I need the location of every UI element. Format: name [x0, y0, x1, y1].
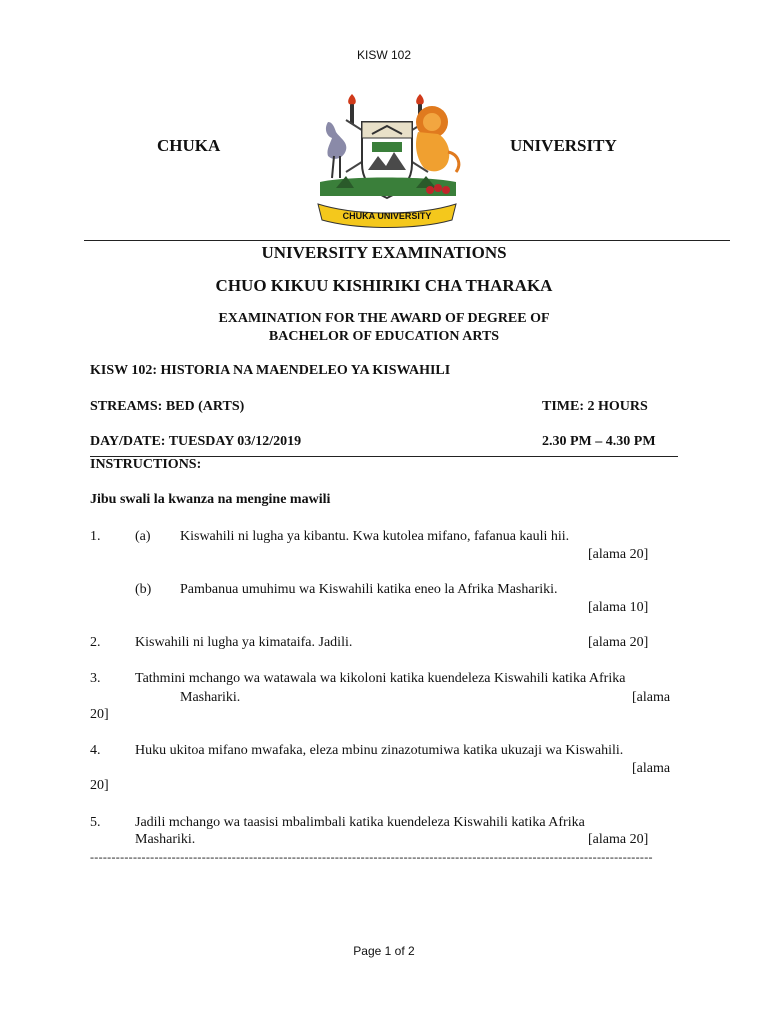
- question-5-text-line-1: Jadili mchango wa taasisi mbalimbali katika kuendeleza Kiswahili katika Afrika: [135, 815, 585, 830]
- page-number: Page 1 of 2: [353, 944, 415, 958]
- question-1b-marks: [alama 10]: [588, 600, 649, 615]
- question-1a-label: (a): [135, 529, 151, 544]
- question-1-number: 1.: [90, 529, 101, 544]
- question-5-text-line-2: Mashariki.: [135, 832, 196, 847]
- award-line-2: BACHELOR OF EDUCATION ARTS: [268, 329, 500, 344]
- question-3-text-line-2: Mashariki.: [180, 690, 241, 705]
- question-4-text-line-1: Huku ukitoa mifano mwafaka, eleza mbinu zinazotumiwa katika ukuzaji wa Kiswahili.: [135, 743, 624, 758]
- question-1a-text: Kiswahili ni lugha ya kibantu. Kwa kutolea mifano, fafanua kauli hii.: [180, 529, 570, 544]
- question-3-number: 3.: [90, 671, 101, 686]
- streams-label: STREAMS: BED (ARTS): [90, 399, 245, 414]
- campus-title: CHUO KIKUU KISHIRIKI CHA THARAKA: [215, 276, 553, 295]
- question-5-marks: [alama 20]: [588, 832, 649, 847]
- question-4-marks-part-1: [alama: [632, 761, 671, 776]
- question-4-marks-part-2: 20]: [90, 778, 109, 793]
- dashed-separator: -----------------------------------------------------------------------------------------------------------------------------------: [90, 850, 653, 864]
- time-label: TIME: 2 HOURS: [542, 399, 648, 414]
- question-3-text-line-1: Tathmini mchango wa watawala wa kikoloni katika kuendeleza Kiswahili katika Afrika: [135, 671, 626, 686]
- crest-banner-text: CHUKA UNIVERSITY: [342, 211, 432, 221]
- instruction-text: Jibu swali la kwanza na mengine mawili: [90, 492, 331, 507]
- question-1b-label: (b): [135, 582, 152, 597]
- question-2-number: 2.: [90, 635, 101, 650]
- question-5-number: 5.: [90, 815, 101, 830]
- question-3-marks-part-2: 20]: [90, 707, 109, 722]
- question-2-marks: [alama 20]: [588, 635, 649, 650]
- exam-title: UNIVERSITY EXAMINATIONS: [261, 243, 507, 262]
- header-divider: [84, 240, 730, 241]
- university-name-right: UNIVERSITY: [510, 136, 617, 155]
- instructions-label: INSTRUCTIONS:: [90, 457, 202, 472]
- question-3-marks-part-1: [alama: [632, 690, 671, 705]
- day-date-label: DAY/DATE: TUESDAY 03/12/2019: [90, 434, 302, 449]
- question-1a-marks: [alama 20]: [588, 547, 649, 562]
- course-code-header: KISW 102: [356, 48, 412, 62]
- question-2-text: Kiswahili ni lugha ya kimataifa. Jadili.: [135, 635, 353, 650]
- time-range-label: 2.30 PM – 4.30 PM: [542, 434, 656, 449]
- question-4-number: 4.: [90, 743, 101, 758]
- award-line-1: EXAMINATION FOR THE AWARD OF DEGREE OF: [218, 311, 550, 326]
- university-crest-logo: [306, 92, 468, 232]
- course-title: KISW 102: HISTORIA NA MAENDELEO YA KISWAHILI: [90, 363, 451, 378]
- award-title: [0, 310, 768, 346]
- question-1b-text: Pambanua umuhimu wa Kiswahili katika eneo la Afrika Mashariki.: [180, 582, 558, 597]
- university-name-left: CHUKA: [157, 136, 221, 155]
